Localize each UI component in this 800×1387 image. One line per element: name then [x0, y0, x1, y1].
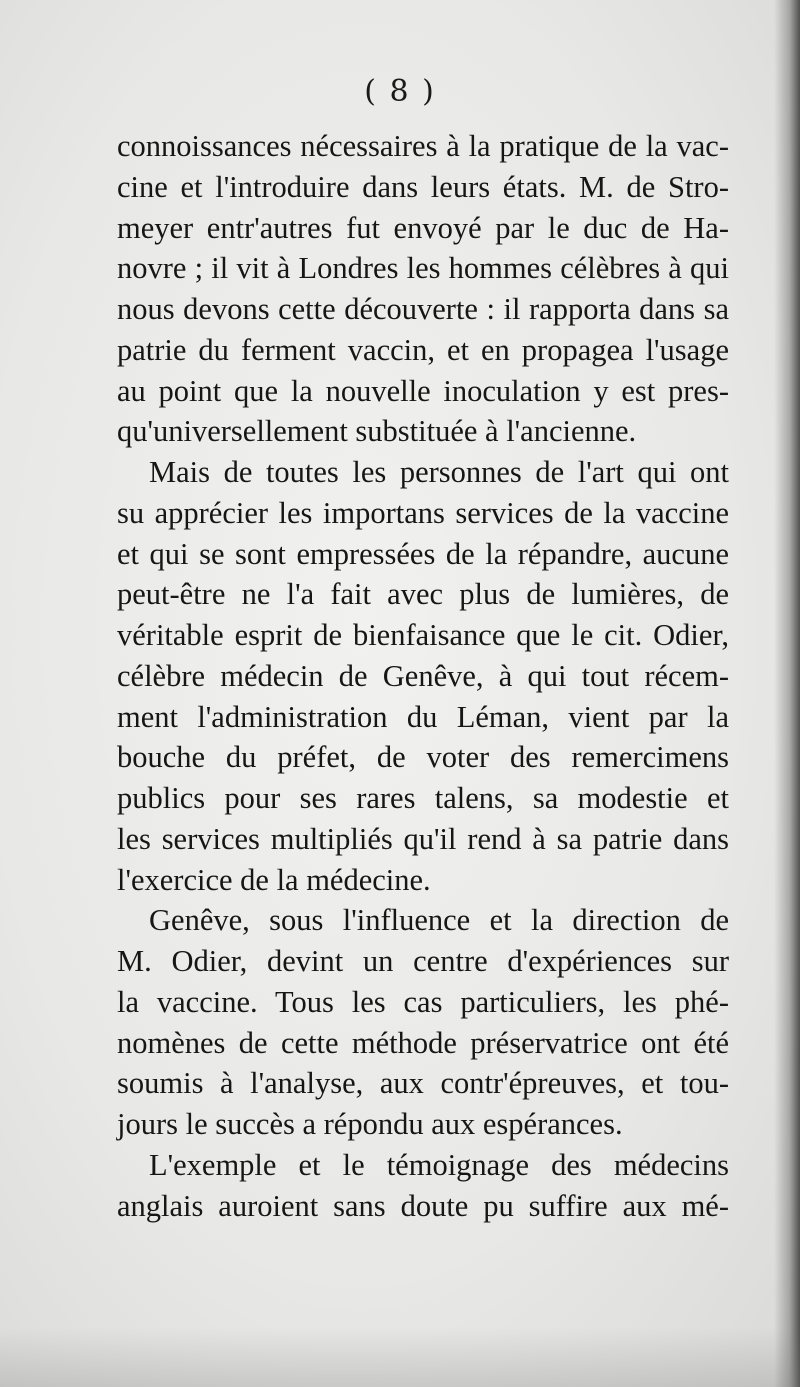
text-line: nous devons cette découverte : il rapporta dans sa — [117, 292, 729, 326]
paragraph-end-line: l'exercice de la médecine. — [117, 862, 431, 897]
paragraph-end-line: jours le succès a répondu aux espérances. — [117, 1107, 623, 1141]
body-text — [117, 126, 729, 1226]
page-bottom-shade — [0, 1327, 800, 1387]
text-line: les services multipliés qu'il rend à sa patrie dans — [117, 821, 729, 856]
paragraph-end-line: qu'universellement substituée à l'ancienne. — [117, 414, 637, 449]
text-line: publics pour ses rares talens, sa modestie et — [117, 781, 729, 815]
text-line: novre ; il vit à Londres les hommes célèbres à qui — [117, 251, 729, 286]
text-line: anglais auroient sans doute pu suffire aux mé- — [117, 1188, 729, 1223]
text-line: véritable esprit de bienfaisance que le cit. Odier, — [117, 618, 729, 652]
text-line: et qui se sont empressées de la répandre, aucune — [117, 536, 729, 571]
text-line: connoissances nécessaires à la pratique de la vac- — [117, 129, 729, 163]
text-line: su apprécier les importans services de la vaccine — [117, 495, 729, 530]
text-line: patrie du ferment vaccin, et en propagea l'usage — [117, 332, 729, 367]
page-number: ( 8 ) — [364, 74, 436, 109]
text-line: bouche du préfet, de voter des remercimens — [117, 740, 729, 775]
text-line: au point que la nouvelle inoculation y est pres- — [117, 373, 729, 408]
paragraph-start-line: Mais de toutes les personnes de l'art qui ont — [149, 455, 729, 489]
paragraph-start-line: Genêve, sous l'influence et la direction de — [149, 903, 729, 938]
text-line: célèbre médecin de Genêve, à qui tout récem- — [117, 658, 729, 693]
text-line: M. Odier, devint un centre d'expériences sur — [117, 944, 729, 978]
text-line: nomènes de cette méthode préservatrice ont été — [117, 1025, 729, 1060]
page-edge-shadow — [774, 0, 800, 1387]
text-line: meyer entr'autres fut envoyé par le duc de Ha- — [117, 210, 729, 245]
text-line: peut-être ne l'a fait avec plus de lumières, de — [117, 577, 729, 612]
text-line: soumis à l'analyse, aux contr'épreuves, et tou- — [117, 1066, 729, 1101]
text-line: ment l'administration du Léman, vient par la — [117, 699, 729, 734]
text-line: cine et l'introduire dans leurs états. M. de Stro- — [117, 169, 729, 204]
paragraph-start-line: L'exemple et le témoignage des médecins — [149, 1147, 729, 1182]
text-line: la vaccine. Tous les cas particuliers, les phé- — [117, 984, 729, 1019]
